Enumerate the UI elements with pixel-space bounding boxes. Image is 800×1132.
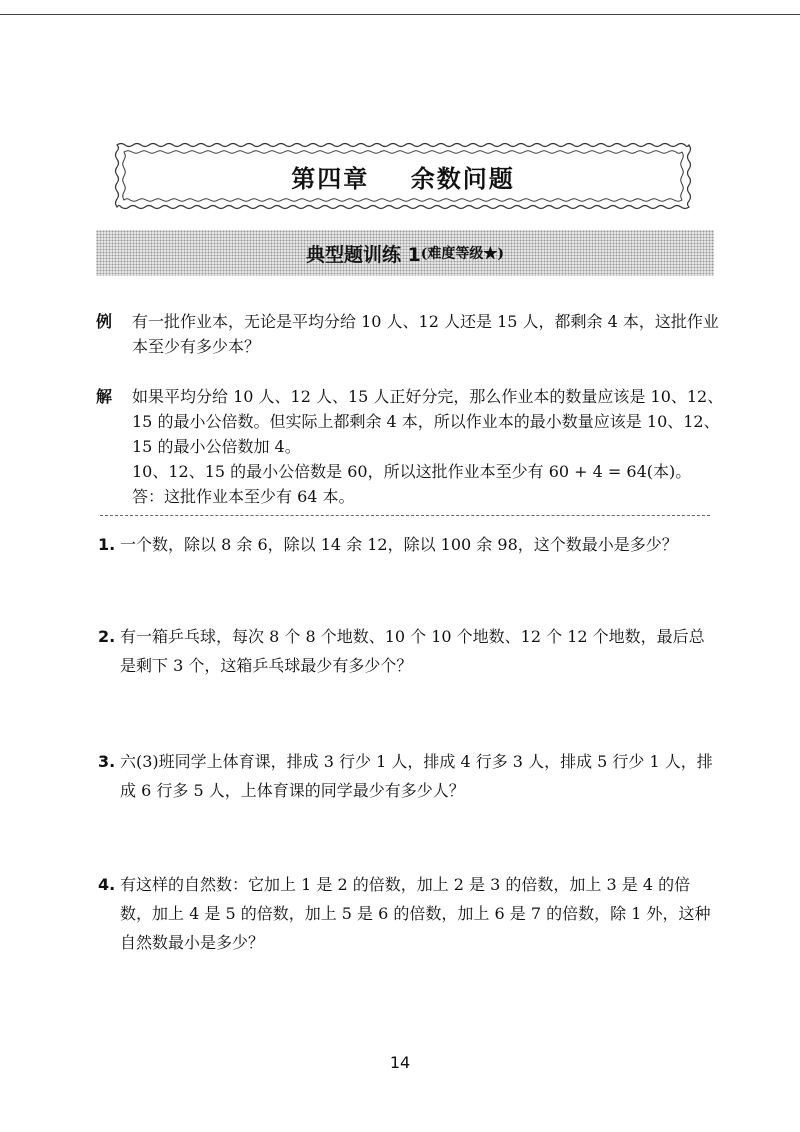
chapter-title: 第四章 余数问题	[291, 164, 515, 193]
solution-label: 解	[96, 387, 113, 406]
question-item	[98, 530, 718, 559]
top-rule	[0, 14, 800, 15]
solution-text	[132, 384, 732, 509]
question-number: 4.	[98, 875, 116, 894]
chapter-banner	[111, 139, 695, 213]
question-text: 六(3)班同学上体育课，排成 3 行少 1 人，排成 4 行多 3 人，排成 5 行少 1 人，排成 6 行多 5 人，上体育课的同学最少有多少人？	[120, 752, 713, 800]
question-text: 有这样的自然数：它加上 1 是 2 的倍数，加上 2 是 3 的倍数，加上 3 是 4 的倍数，加上 4 是 5 的倍数，加上 5 是 6 的倍数，加上 6 是 7 的倍数，除 1 外，这种自然数最小是多少？	[120, 875, 711, 952]
question-number: 2.	[98, 627, 116, 646]
question-item	[98, 870, 718, 957]
example-text: 有一批作业本，无论是平均分给 10 人、12 人还是 15 人，都剩余 4 本，这批作业本至少有多少本？	[132, 312, 719, 356]
example-label: 例	[96, 312, 113, 331]
difficulty-label: (难度等级★)	[420, 246, 505, 262]
question-number: 3.	[98, 752, 116, 771]
question-text: 有一箱乒乓球，每次 8 个 8 个地数、10 个 10 个地数、12 个 12 个地数，最后总是剩下 3 个，这箱乒乓球最少有多少个？	[120, 627, 705, 675]
page-number: 14	[389, 1053, 411, 1072]
section-title: 典型题训练 1	[305, 243, 421, 266]
dashed-divider	[100, 515, 710, 516]
section-banner	[96, 230, 714, 276]
question-item	[98, 747, 718, 805]
question-number: 1.	[98, 535, 116, 554]
question-text: 一个数，除以 8 余 6，除以 14 余 12，除以 100 余 98，这个数最小是多少？	[120, 535, 678, 554]
solution-line: 10、12、15 的最小公倍数是 60，所以这批作业本至少有 60 + 4 = 64(本)。	[132, 462, 692, 481]
solution-line: 如果平均分给 10 人、12 人、15 人正好分完，那么作业本的数量应该是 10、12、15 的最小公倍数。但实际上都剩余 4 本，所以作业本的最小数量应该是 10、12、15 的最小公倍数加 4。	[132, 387, 724, 456]
question-item	[98, 622, 718, 680]
solution-answer: 答：这批作业本至少有 64 本。	[132, 487, 355, 506]
